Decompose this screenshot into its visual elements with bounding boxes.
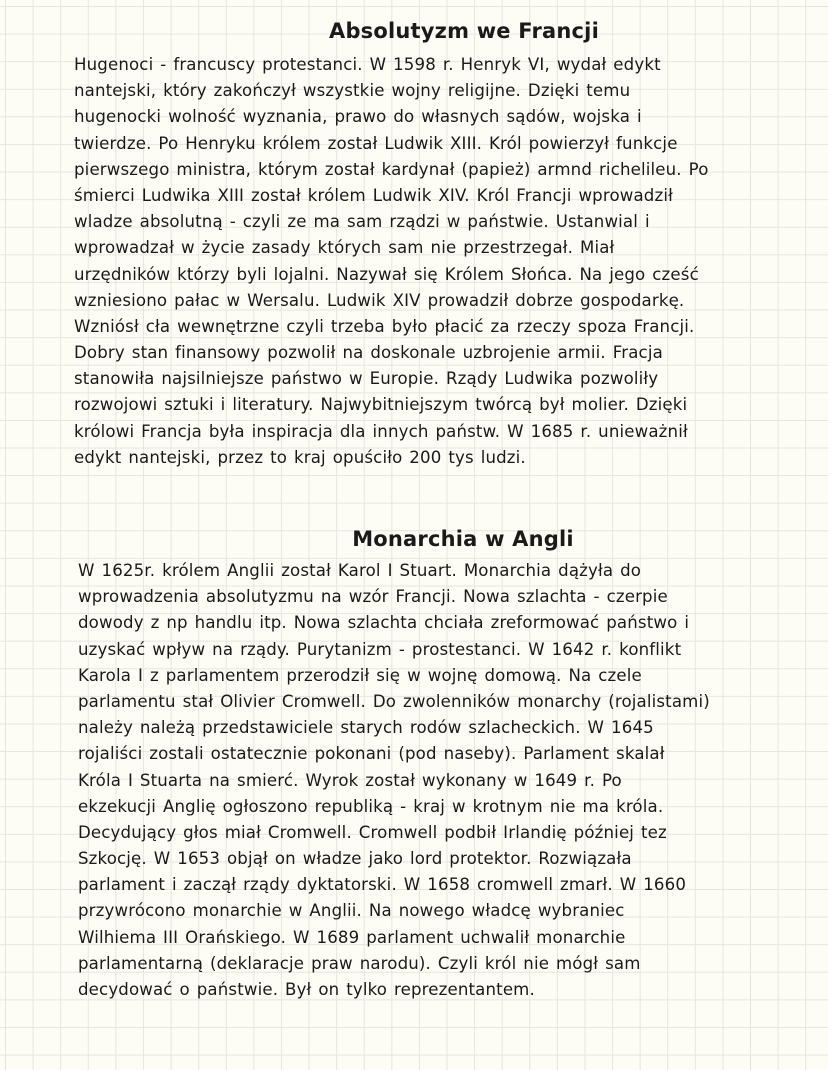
text-line: nantejski, który zakończył wszystkie wojny religijne. Dzięki temu [74,81,631,101]
text-line: rozwojowi sztuki i literatury. Najwybitniejszym twórcą był molier. Dzięki [74,395,688,415]
text-line: Decydujący głos miał Cromwell. Cromwell podbił Irlandię później tez [78,822,667,842]
text-line: wzniesiono pałac w Wersalu. Ludwik XIV prowadził dobrze gospodarkę. [74,290,685,310]
text-line: należy należą przedstawiciele starych rodów szlacheckich. W 1645 [78,718,654,738]
text-line: Dobry stan finansowy pozwolił na doskonale uzbrojenie armii. Fracja [74,343,663,363]
section-body [74,52,774,471]
text-line: pierwszego ministra, którym został kardynał (papież) armnd richelileu. Po [74,159,709,179]
section-title: Absolutyzm we Francji [329,19,599,43]
text-line: stanowiła najsilniejsze państwo w Europie. Rządy Ludwika pozwoliły [74,369,659,389]
text-line: dowody z np handlu itp. Nowa szlachta chciała zreformować państwo i [78,613,690,633]
text-line: W 1625r. królem Anglii został Karol I Stuart. Monarchia dążyła do [78,561,642,580]
text-line: Szkocję. W 1653 objął on władze jako lord protektor. Rozwiązała [78,849,632,869]
text-line: hugenocki wolność wyznania, prawo do własnych sądów, wojska i [74,107,642,127]
text-line: Wzniósł cła wewnętrzne czyli trzeba było płacić za rzeczy spoza Francji. [74,316,695,336]
text-line: przywrócono monarchie w Anglii. Na nowego władcę wybraniec [78,901,625,921]
text-line: parlamentarną (deklaracje praw narodu). Czyli król nie mógł sam [78,953,641,973]
text-line: twierdze. Po Henryku królem został Ludwik XIII. Król powierzył funkcje [74,133,678,153]
text-line: ekzekucji Anglię ogłoszono republiką - kraj w krotnym nie ma króla. [78,796,664,816]
text-line: królowi Francja była inspiracja dla innych państw. W 1685 r. unieważnił [74,421,688,441]
text-line: parlamentu stał Olivier Cromwell. Do zwolenników monarchy (rojalistami) [78,691,710,711]
section-absolutyzm [74,14,774,471]
text-line: śmierci Ludwika XIII został królem Ludwik XIV. Król Francji wprowadził [74,185,673,205]
section-title: Monarchia w Angli [352,527,574,551]
section-monarchia [78,522,778,1003]
text-line: edykt nantejski, przez to kraj opuściło 200 tys ludzi. [74,447,526,467]
text-line: urzędników którzy byli lojalni. Nazywał się Królem Słońca. Na jego cześć [74,264,699,284]
text-line: rojaliści zostali ostatecznie pokonani (pod naseby). Parlament skalał [78,744,665,764]
text-line: Króla I Stuarta na smierć. Wyrok został wykonany w 1649 r. Po [78,770,622,790]
text-line: parlament i zaczął rządy dyktatorski. W 1658 cromwell zmarł. W 1660 [78,875,687,895]
text-line: wladze absolutną - czyli ze ma sam rządzi w państwie. Ustanwial i [74,212,650,232]
text-line: wprowadzał w życie zasady których sam nie przestrzegał. Miał [74,238,615,258]
text-line: wprowadzenia absolutyzmu na wzór Francji. Nowa szlachta - czerpie [78,587,668,607]
text-line: Karola I z parlamentem przerodził się w wojnę domową. Na czele [78,665,642,685]
section-body [78,558,778,1003]
text-line: decydować o państwie. Był on tylko reprezentantem. [78,980,535,999]
text-line: Wilhiema III Orańskiego. W 1689 parlament uchwalił monarchie [78,927,626,947]
text-line: uzyskać wpływ na rządy. Purytanizm - prostestanci. W 1642 r. konflikt [78,639,682,659]
text-line: Hugenoci - francuscy protestanci. W 1598 r. Henryk VI, wydał edykt [74,55,661,74]
